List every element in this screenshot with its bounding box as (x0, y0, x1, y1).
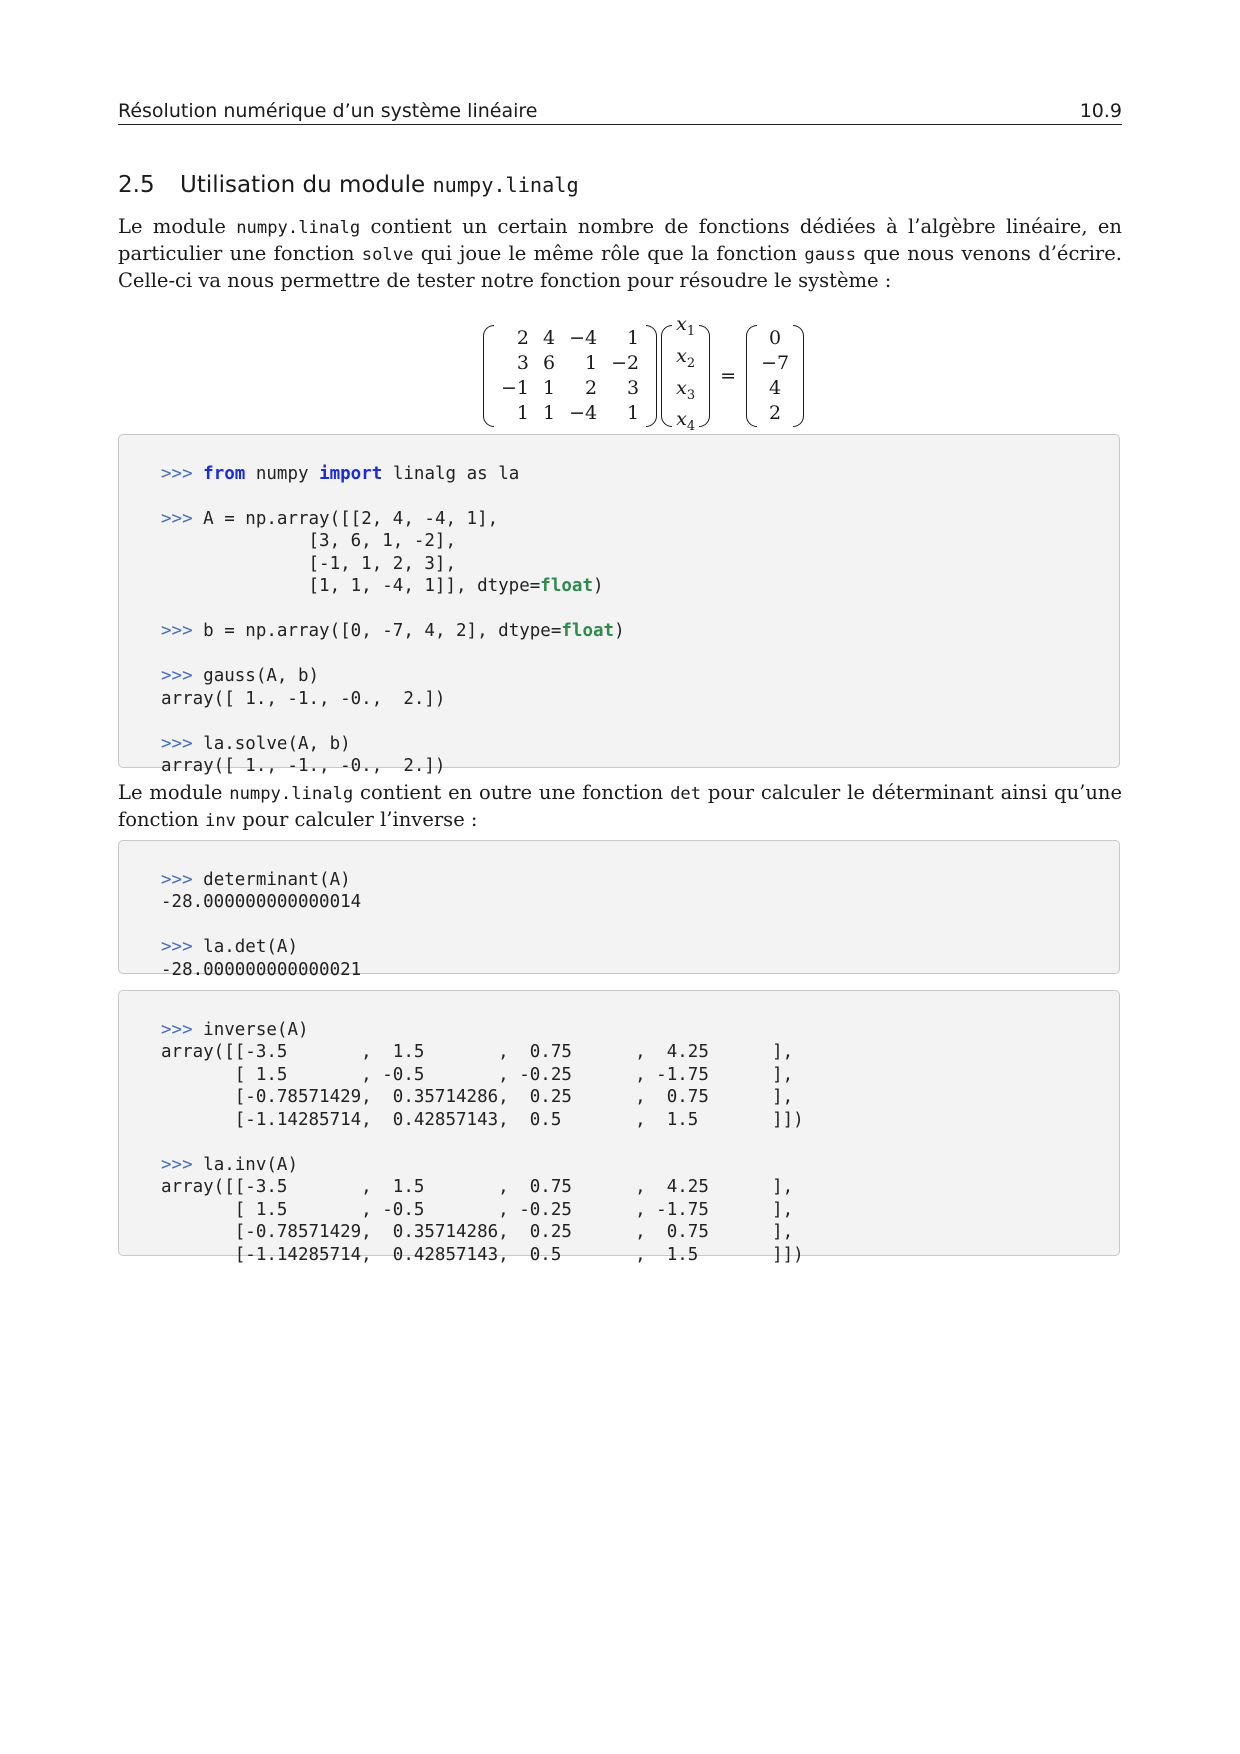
inline-code: numpy.linalg (229, 784, 354, 804)
matrix-row (494, 401, 646, 426)
text: Le module (118, 215, 237, 238)
matrix-cell: 4 (543, 326, 556, 349)
inline-code: det (670, 784, 702, 804)
rhs-cell: 4 (769, 376, 782, 399)
matrix-cell: 1 (627, 401, 640, 424)
text: contient un certain nombre de fonctions dédiées à l’algèbre linéaire, en particulier une fonction (118, 215, 1122, 265)
section-number: 2.5 (118, 172, 155, 198)
matrix-row (494, 376, 646, 401)
matrix-cell: 3 (516, 351, 530, 374)
matrix-cell: −4 (569, 401, 598, 424)
det-inv-paragraph (118, 780, 1122, 834)
inline-code: inv (205, 811, 237, 831)
unknown-cell: $x_1$ (676, 313, 696, 339)
inline-code: solve (361, 245, 414, 265)
code-block-determinant: >>> determinant(A) -28.000000000000014 >>> la.det(A) -28.000000000000021 (118, 840, 1120, 974)
page-number: 10.9 (1079, 100, 1122, 122)
running-header (118, 96, 1122, 125)
header-title: Résolution numérique d’un système linéaire (118, 100, 538, 122)
matrix-cell: 1 (543, 376, 556, 399)
section-title-code: numpy.linalg (432, 173, 579, 197)
text: que nous venons d’écrire. Celle-ci va nous permettre de tester notre fonction pour résoudre le système : (118, 242, 1122, 292)
unknown-vector (661, 312, 710, 439)
linear-system-equation (483, 312, 804, 439)
matrix-cell: 1 (627, 326, 640, 349)
matrix-cell: 1 (516, 401, 530, 424)
text: Le module (118, 781, 230, 804)
section-heading (118, 172, 579, 198)
matrix-cell: −1 (501, 376, 530, 399)
rhs-cell: −7 (761, 351, 790, 374)
intro-paragraph (118, 214, 1122, 293)
rhs-vector (746, 325, 804, 427)
rhs-cell: 2 (769, 401, 782, 424)
matrix-cell: −2 (611, 351, 640, 374)
rhs-cell: 0 (769, 326, 782, 349)
matrix-cell: 1 (543, 401, 556, 424)
matrix-cell: 3 (627, 376, 640, 399)
matrix-cell: 2 (516, 326, 530, 349)
matrix-cell: 6 (543, 351, 556, 374)
unknown-cell: $x_2$ (676, 344, 696, 371)
unknown-cell: $x_4$ (676, 408, 696, 435)
matrix-cell: −4 (569, 326, 598, 349)
equals-sign: = (720, 364, 737, 387)
section-title-text: Utilisation du module (180, 172, 433, 198)
text: pour calculer l’inverse : (236, 808, 478, 831)
matrix-row (494, 326, 646, 351)
matrix-cell: 1 (585, 351, 598, 374)
inline-code: numpy.linalg (236, 218, 361, 238)
text: pour calculer le déterminant ainsi qu’une fonction (118, 781, 1122, 831)
coefficient-matrix (483, 325, 657, 427)
code-block-solve: >>> from numpy import linalg as la >>> A = np.array([[2, 4, -4, 1], [3, 6, 1, -2], [-1, 1, 2, 3], [1, 1, -4, 1]], dtype=float) >>> b = np.array([0, -7, 4, 2], dtype=float) >>> gauss(A, b) array([ 1., -1., -0., 2.]) >>> la.solve(A, b) array([ 1., -1., -0., 2.]) (118, 434, 1120, 768)
matrix-cell: 2 (585, 376, 598, 399)
text: qui joue le même rôle que la fonction (413, 242, 805, 265)
code-block-inverse: >>> inverse(A) array([[-3.5 , 1.5 , 0.75 , 4.25 ], [ 1.5 , -0.5 , -0.25 , -1.75 ], [-0.78571429, 0.35714286, 0.25 , 0.75 ], [-1.14285714, 0.42857143, 0.5 , 1.5 ]]) >>> la.inv(A) array([[-3.5 , 1.5 , 0.75 , 4.25 ], [ 1.5 , -0.5 , -0.25 , -1.75 ], [-0.78571429, 0.35714286, 0.25 , 0.75 ], [-1.14285714, 0.42857143, 0.5 , 1.5 ]]) (118, 990, 1120, 1256)
unknown-cell: $x_3$ (676, 376, 696, 403)
inline-code: gauss (804, 245, 857, 265)
matrix-row (494, 351, 646, 376)
text: contient en outre une fonction (353, 781, 671, 804)
